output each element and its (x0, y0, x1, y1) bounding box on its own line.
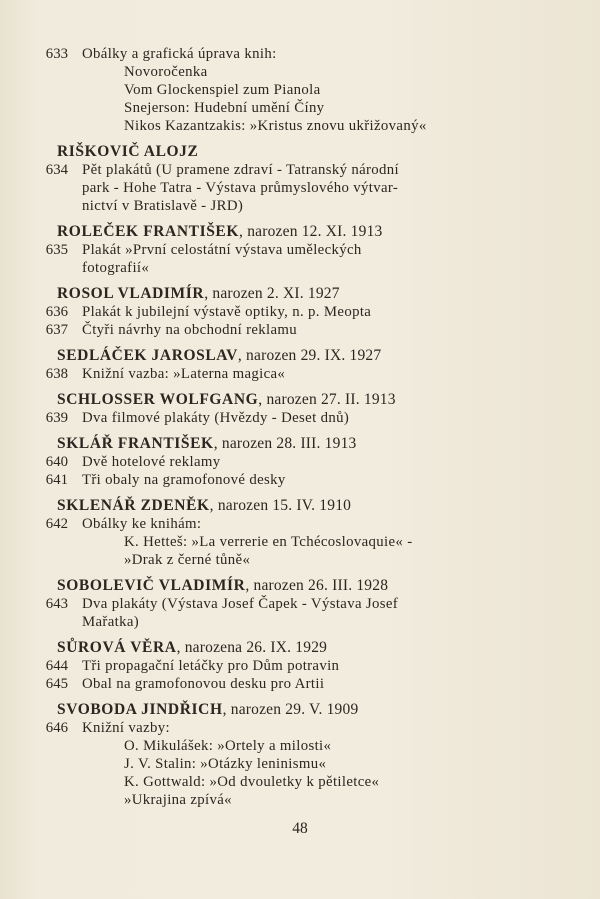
catalogue-item (0, 45, 600, 63)
catalogue-item (0, 321, 600, 339)
catalogue-list (0, 45, 600, 817)
item-number: 641 (45, 472, 68, 488)
author-entry (0, 347, 600, 383)
item-text: park - Hohe Tatra - Výstava průmyslového výtvar- (82, 180, 399, 196)
item-number (0, 613, 82, 631)
author-name: SEDLÁČEK JAROSLAV (57, 347, 238, 364)
item-text: Obal na gramofonovou desku pro Artii (82, 676, 325, 692)
item-number: 637 (45, 322, 68, 338)
catalogue-item (0, 595, 600, 613)
item-text: Knižní vazby: (82, 720, 170, 736)
catalogue-item (0, 613, 600, 631)
catalogue-item (0, 179, 600, 197)
item-text: Knižní vazba: »Laterna magica« (82, 366, 286, 382)
catalogue-item (0, 303, 600, 321)
author-name: SOBOLEVIČ VLADIMÍR (57, 577, 246, 594)
author-name: SVOBODA JINDŘICH (57, 701, 223, 718)
author-entry (0, 701, 600, 809)
item-text: fotografií« (82, 260, 150, 276)
catalogue-item (0, 365, 600, 383)
author-heading: SEDLÁČEK JAROSLAV, narozen 29. IX. 1927 (57, 347, 382, 364)
author-name: SCHLOSSER WOLFGANG (57, 391, 259, 408)
item-text: Dvě hotelové reklamy (82, 454, 221, 470)
item-text: Obálky ke knihám: (82, 516, 202, 532)
author-heading: SOBOLEVIČ VLADIMÍR, narozen 26. III. 1928 (57, 577, 389, 594)
item-number: 636 (45, 304, 68, 320)
author-heading (57, 143, 600, 161)
item-text: Plakát k jubilejní výstavě optiky, n. p. Meopta (82, 304, 372, 320)
author-birth: narozen 15. IV. 1910 (217, 497, 352, 514)
catalogue-item (0, 657, 600, 675)
catalogue-item (0, 197, 600, 215)
item-text: Obálky a grafická úprava knih: (82, 46, 277, 62)
item-number (0, 197, 82, 215)
item-subline: »Ukrajina zpívá« (124, 792, 232, 808)
catalogue-item (0, 241, 600, 259)
catalogue-item (0, 453, 600, 471)
author-heading: SVOBODA JINDŘICH, narozen 29. V. 1909 (57, 701, 359, 718)
item-text: Mařatka) (82, 614, 140, 630)
author-entry (0, 223, 600, 277)
catalogue-item (0, 409, 600, 427)
author-entry (0, 639, 600, 693)
item-subline: Nikos Kazantzakis: »Kristus znovu ukřižovaný« (124, 118, 427, 134)
author-birth: narozen 26. III. 1928 (253, 577, 389, 594)
item-number: 639 (45, 410, 68, 426)
item-number: 638 (45, 366, 68, 382)
author-heading: SCHLOSSER WOLFGANG, narozen 27. II. 1913 (57, 391, 396, 408)
author-entry (0, 577, 600, 631)
author-name: ROLEČEK FRANTIŠEK (57, 223, 240, 240)
author-name: ROSOL VLADIMÍR (57, 285, 205, 302)
author-name: SKLENÁŘ ZDENĚK (57, 497, 210, 514)
catalogue-item (0, 719, 600, 737)
author-name: RIŠKOVIČ ALOJZ (57, 143, 199, 160)
author-birth: narozena 26. IX. 1929 (184, 639, 328, 656)
item-text: Dva plakáty (Výstava Josef Čapek - Výstava Josef (82, 596, 399, 612)
item-text: Tři obaly na gramofonové desky (82, 472, 286, 488)
item-subline: O. Mikulášek: »Ortely a milosti« (124, 738, 332, 754)
item-number: 642 (45, 516, 68, 532)
item-number (0, 179, 82, 197)
author-entry (0, 143, 600, 215)
author-entry (0, 435, 600, 489)
item-number: 633 (45, 46, 68, 62)
author-birth: narozen 29. IX. 1927 (246, 347, 382, 364)
item-number: 644 (45, 658, 68, 674)
item-number: 635 (45, 242, 68, 258)
author-heading: ROLEČEK FRANTIŠEK, narozen 12. XI. 1913 (57, 223, 383, 240)
item-text: Plakát »První celostátní výstava uměleckých (82, 242, 362, 258)
author-heading: SKLÁŘ FRANTIŠEK, narozen 28. III. 1913 (57, 435, 357, 452)
author-name: SŮROVÁ VĚRA (57, 639, 177, 656)
catalogue-item (0, 259, 600, 277)
page-number: 48 (292, 820, 308, 837)
item-subline: »Drak z černé tůně« (124, 552, 251, 568)
item-subline: Vom Glockenspiel zum Pianola (124, 82, 321, 98)
author-birth: narozen 27. II. 1913 (266, 391, 396, 408)
item-subline: K. Gottwald: »Od dvouletky k pětiletce« (124, 774, 380, 790)
author-heading: ROSOL VLADIMÍR, narozen 2. XI. 1927 (57, 285, 340, 302)
author-heading: SŮROVÁ VĚRA, narozena 26. IX. 1929 (57, 639, 328, 656)
item-number: 640 (45, 454, 68, 470)
item-text: Tři propagační letáčky pro Dům potravin (82, 658, 340, 674)
item-subline: K. Hetteš: »La verrerie en Tchécoslovaquie« - (124, 534, 413, 550)
item-text: nictví v Bratislavě - JRD) (82, 198, 244, 214)
item-subline: Novoročenka (124, 64, 208, 80)
item-text: Dva filmové plakáty (Hvězdy - Deset dnů) (82, 410, 350, 426)
item-number: 634 (45, 162, 68, 178)
item-subline: J. V. Stalin: »Otázky leninismu« (124, 756, 327, 772)
author-entry (0, 391, 600, 427)
catalogue-item (0, 675, 600, 693)
author-birth: narozen 2. XI. 1927 (212, 285, 340, 302)
catalogue-item (0, 515, 600, 533)
item-number: 645 (45, 676, 68, 692)
item-number: 646 (45, 720, 68, 736)
item-number (0, 259, 82, 277)
intro-entry (0, 45, 600, 135)
item-subline: Snejerson: Hudební umění Číny (124, 100, 325, 116)
item-number: 643 (45, 596, 68, 612)
catalogue-item (0, 471, 600, 489)
item-text: Čtyři návrhy na obchodní reklamu (82, 322, 298, 338)
author-heading: SKLENÁŘ ZDENĚK, narozen 15. IV. 1910 (57, 497, 352, 514)
item-text: Pět plakátů (U pramene zdraví - Tatranský národní (82, 162, 400, 178)
author-entry (0, 285, 600, 339)
author-birth: narozen 12. XI. 1913 (247, 223, 383, 240)
catalogue-item (0, 161, 600, 179)
author-entry (0, 497, 600, 569)
author-birth: narozen 29. V. 1909 (230, 701, 359, 718)
author-birth: narozen 28. III. 1913 (221, 435, 357, 452)
author-name: SKLÁŘ FRANTIŠEK (57, 435, 214, 452)
